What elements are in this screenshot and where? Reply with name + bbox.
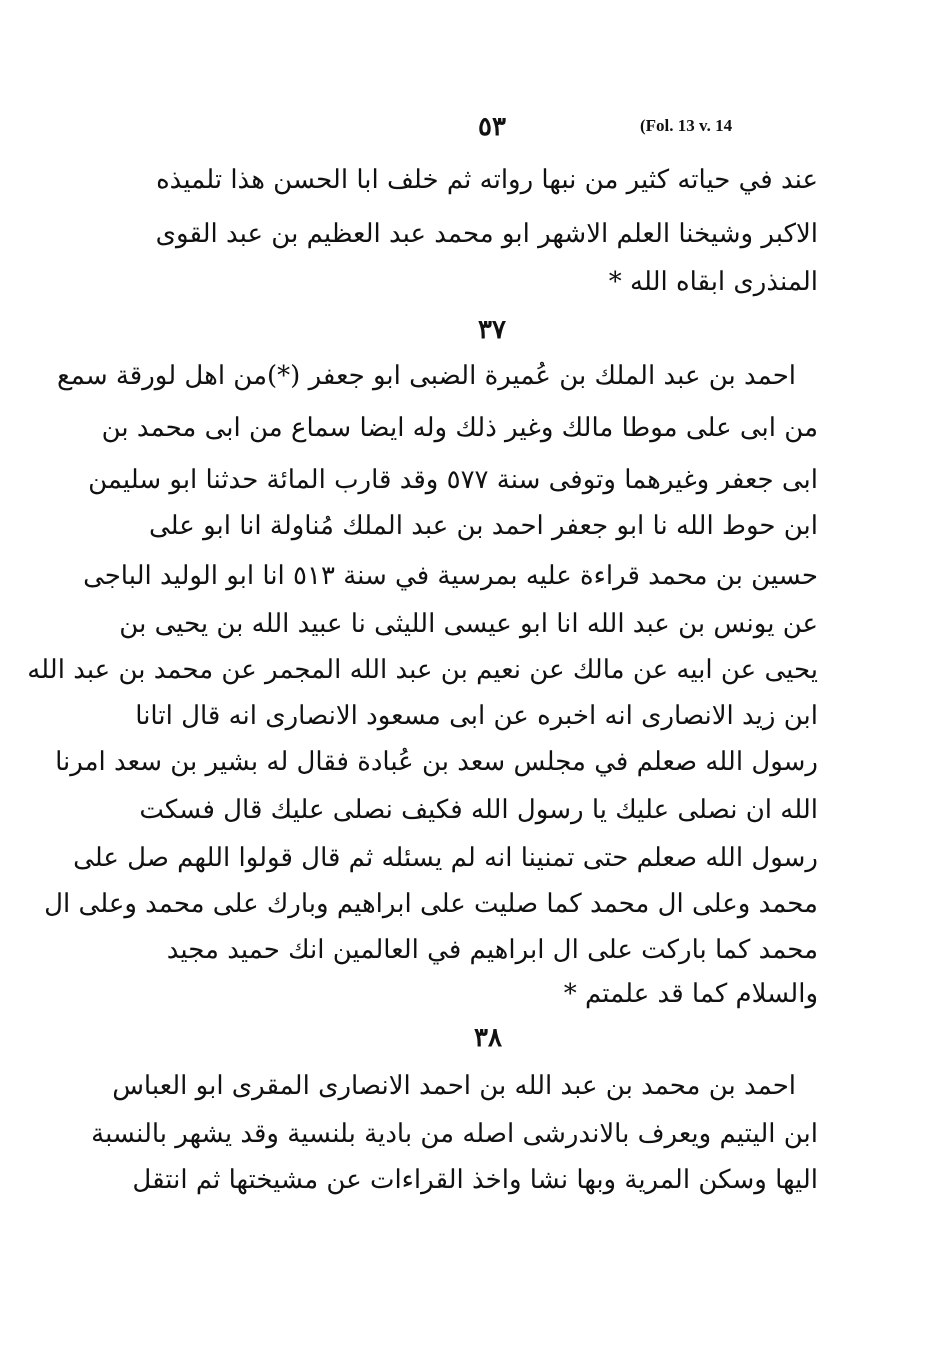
text-line: ابى جعفر وغيرهما وتوفى سنة ٥٧٧ وقد قارب المائة حدثنا ابو سليمن [88, 465, 818, 495]
text-line: والسلام كما قد علمتم * [563, 979, 818, 1009]
text-line: الله ان نصلى عليك يا رسول الله فكيف نصلى عليك قال فسكت [139, 795, 818, 825]
text-line: محمد وعلى ال محمد كما صليت على ابراهيم وبارك على محمد وعلى ال [44, 889, 818, 919]
text-line: المنذرى ابقاه الله * [608, 267, 818, 297]
text-line: ابن حوط الله نا ابو جعفر احمد بن عبد الملك مُناولة انا ابو على [149, 511, 818, 541]
page-number: ٥٣ [478, 112, 506, 142]
text-line: رسول الله صعلم في مجلس سعد بن عُبادة فقال له بشير بن سعد امرنا [55, 747, 818, 777]
text-line: عند في حياته كثير من نبها رواته ثم خلف ابا الحسن هذا تلميذه [156, 165, 818, 195]
text-line: رسول الله صعلم حتى تمنينا انه لم يسئله ثم قال قولوا اللهم صل على [73, 843, 818, 873]
text-line: من ابى على موطا مالك وغير ذلك وله ايضا سماع من ابى محمد بن [101, 413, 818, 443]
text-line: حسين بن محمد قراءة عليه بمرسية في سنة ٥١٣ انا ابو الوليد الباجى [83, 561, 818, 591]
text-line: ابن زيد الانصارى انه اخبره عن ابى مسعود الانصارى انه قال اتانا [135, 701, 818, 731]
text-line: عن يونس بن عبد الله انا ابو عيسى الليثى نا عبيد الله بن يحيى بن [119, 609, 818, 639]
text-line: ابن اليتيم ويعرف بالاندرشى اصله من بادية بلنسية وقد يشهر بالنسبة [91, 1119, 818, 1149]
text-line: احمد بن عبد الملك بن عُميرة الضبى ابو جعفر (*)من اهل لورقة سمع [56, 361, 796, 391]
text-line: محمد كما باركت على ال ابراهيم في العالمين انك حميد مجيد [166, 935, 818, 965]
entry-number-38: ٣٨ [474, 1023, 502, 1053]
entry-number-37: ٣٧ [478, 315, 506, 345]
text-line: الاكبر وشيخنا العلم الاشهر ابو محمد عبد العظيم بن عبد القوى [155, 219, 818, 249]
text-line: اليها وسكن المرية وبها نشا واخذ القراءات عن مشيختها ثم انتقل [132, 1165, 818, 1195]
text-line: احمد بن محمد بن عبد الله بن احمد الانصارى المقرى ابو العباس [112, 1071, 796, 1101]
text-line: يحيى عن ابيه عن مالك عن نعيم بن عبد الله المجمر عن محمد بن عبد الله [27, 655, 818, 685]
folio-reference: (Fol. 13 v. 14 [640, 116, 733, 135]
